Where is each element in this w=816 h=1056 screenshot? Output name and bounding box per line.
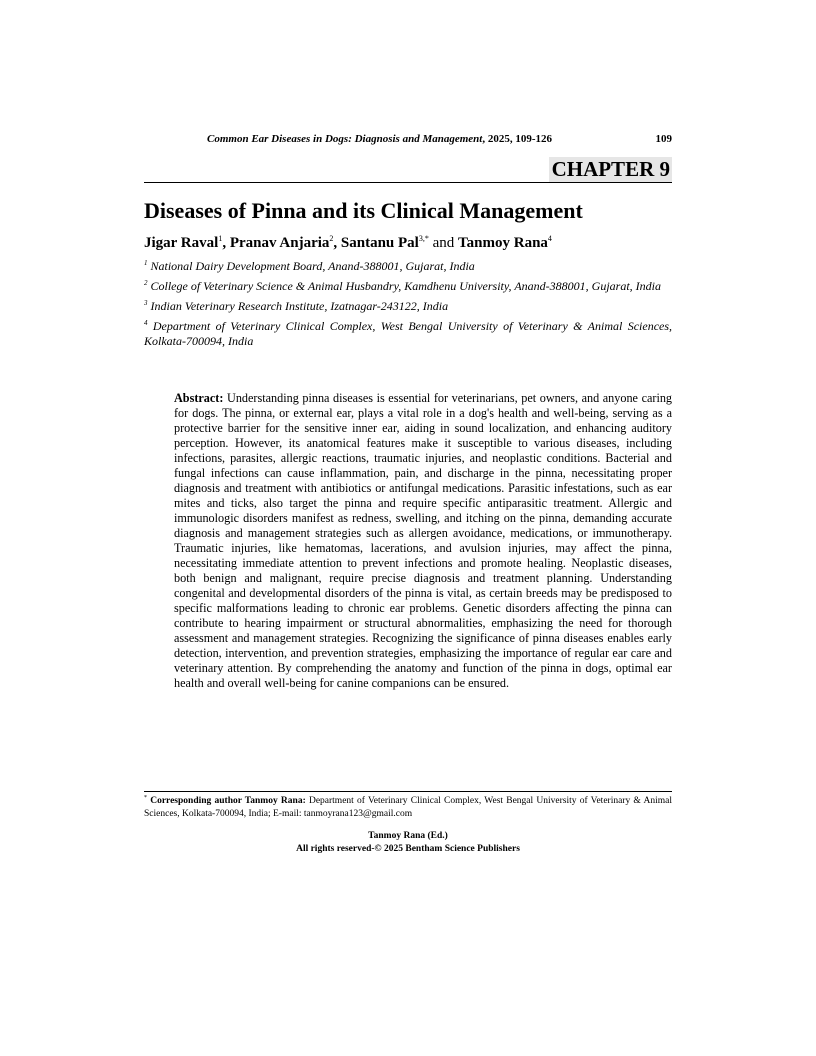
abstract-label: Abstract: [174,391,224,405]
affiliation-text: College of Veterinary Science & Animal Husbandry, Kamdhenu University, Anand-388001, Gujarat, India [150,279,661,293]
author-name: Pranav Anjaria [229,235,330,251]
abstract-text: Understanding pinna diseases is essential for veterinarians, pet owners, and anyone caring for dogs. The pinna, or external ear, plays a vital role in a dog's health and well-being, serving as a protective barrier for the sensitive inner ear, aiding in sound localization, and enhancing auditory perception. However, its anatomical features make it susceptible to various diseases, including infections, parasites, allergic reactions, traumatic injuries, and neoplastic conditions. Bacterial and fungal infections can cause inflammation, pain, and discharge in the pinna, necessitating proper diagnosis and treatment with antibiotics or antifungal medications. Parasitic infestations, such as ear mites and ticks, also target the pinna and require specific antiparasitic treatment. Allergic and immunologic disorders manifest as redness, swelling, and itching on the pinna, demanding accurate diagnosis and management strategies such as allergen avoidance, medications, or immunotherapy. Traumatic injuries, like hematomas, lacerations, and avulsion injuries, may affect the pinna, necessitating immediate attention to prevent infections and promote healing. Neoplastic diseases, both benign and malignant, require precise diagnosis and treatment planning. Understanding congenital and developmental disorders of the pinna is vital, as certain breeds may be predisposed to specific malformations leading to chronic ear problems. Genetic disorders affecting the pinna can contribute to hearing impairment or structural abnormalities, emphasizing the need for thorough assessment and management strategies. Recognizing the significance of pinna diseases enables early detection, intervention, and prevention strategies, emphasizing the importance of regular ear care and veterinary attention. By comprehending the anatomy and function of the pinna in dogs, optimal ear health and overall well-being for canine companions can be ensured. [174,391,673,690]
affiliation-list [144,259,672,354]
author-separator: and [428,235,459,251]
editor-credit: Tanmoy Rana (Ed.) [368,831,448,841]
copyright-notice: All rights reserved-© 2025 Bentham Science Publishers [296,844,520,854]
affiliation [144,279,672,294]
running-head-title [207,132,552,146]
chapter-label: CHAPTER 9 [549,157,672,182]
page-number: 109 [655,133,672,145]
author-name: Santanu Pal [340,235,419,251]
footnote-text: Department of Veterinary Clinical Complex, West Bengal University of Veterinary & Animal Sciences, Kolkata-700094, India; E-mail: tanmoyrana123@gmail.com [144,796,673,819]
author-name: Jigar Raval [144,235,219,251]
author-affiliation-marker: 3,* [418,234,429,243]
affiliation-text: National Dairy Development Board, Anand-388001, Gujarat, India [150,259,475,273]
chapter-title: Diseases of Pinna and its Clinical Management [144,198,583,223]
affiliation-number: 3 [144,299,148,307]
affiliation-text: Department of Veterinary Clinical Complex, West Bengal University of Veterinary & Animal Sciences, Kolkata-700094, India [144,319,673,348]
author-separator: , [333,235,341,251]
affiliation [144,299,672,314]
author-affiliation-marker: 1 [218,234,223,243]
footnote-marker: * [144,795,147,801]
page-footer [144,830,672,856]
author-list [144,233,552,253]
author-separator: , [222,235,230,251]
abstract [174,391,672,691]
footnote-label: Corresponding author Tanmoy Rana: [150,796,306,806]
author-affiliation-marker: 2 [329,234,334,243]
affiliation [144,319,672,349]
year-pages: , 2025, 109-126 [482,133,553,145]
author-affiliation-marker: 4 [547,234,552,243]
affiliation-number: 1 [144,259,148,267]
corresponding-author-footnote [144,795,672,821]
chapter-divider [144,182,672,183]
footnote-divider [144,791,672,792]
affiliation-number: 2 [144,279,148,287]
book-title: Common Ear Diseases in Dogs: Diagnosis and Management [207,133,483,145]
affiliation [144,259,672,274]
affiliation-text: Indian Veterinary Research Institute, Izatnagar-243122, India [150,299,449,313]
affiliation-number: 4 [144,319,148,327]
author-name: Tanmoy Rana [458,235,548,251]
